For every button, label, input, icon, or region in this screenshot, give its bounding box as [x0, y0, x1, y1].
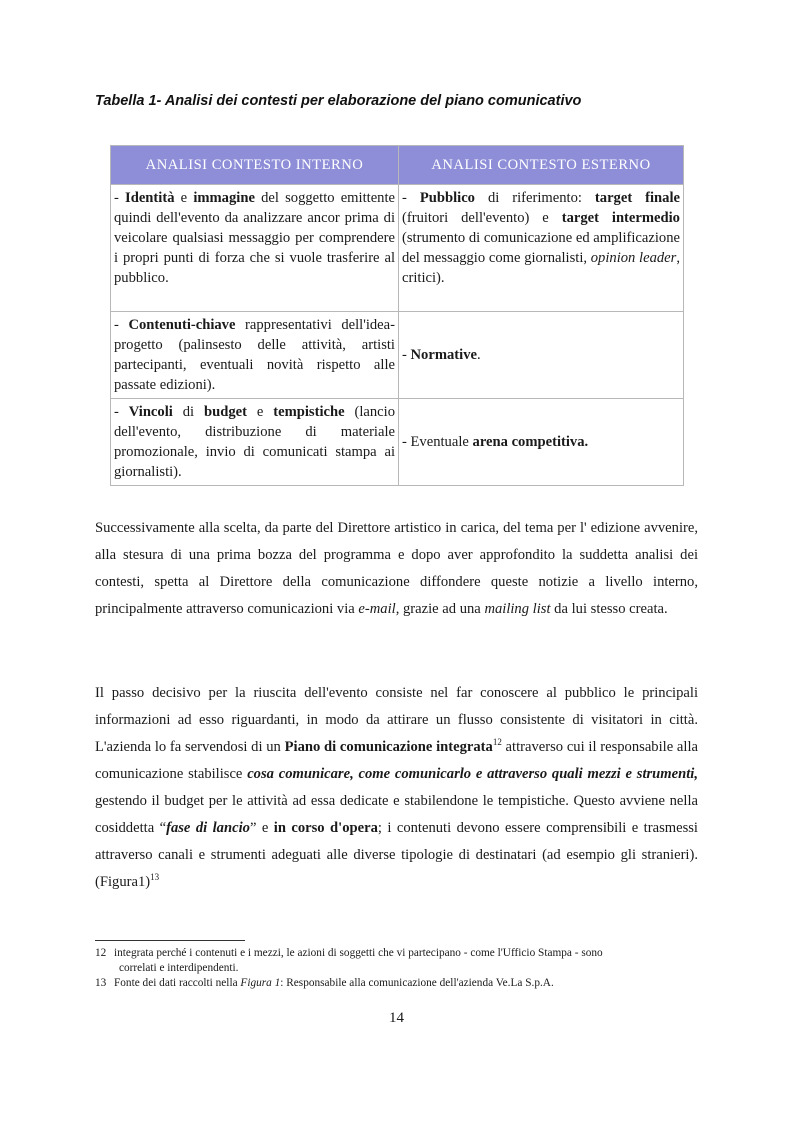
footnote-ref-12: 12 [492, 737, 502, 748]
cell-internal-constraints: - Vincoli di budget e tempistiche (lancio dell'evento, distribuzione di materiale promozionale, invio di comunicati stampa ai giornalisti). [111, 399, 399, 486]
table-row [111, 185, 684, 312]
body-paragraph-2: Il passo decisivo per la riuscita dell'evento consiste nel far conoscere al pubblico le principali informazioni ad esso riguardanti, in modo da attirare un flusso consistente di visitatori in città. L'azienda lo fa servendosi di un Piano di comunicazione integrata$^{12}$ attraverso cui il responsabile alla comunicazione stabilisce cosa comunicare, come comunicarlo e attraverso quali mezzi e strumenti, gestendo il budget per le attività ad essa dedicate e stabilendone le tempistiche. Questo avviene nella cosiddetta “fase di lancio” e in corso d'opera; i contenuti devono essere comprensibili e trasmessi attraverso canali e strumenti adeguati alle diverse tipologie di destinatari (ad esempio gli stranieri). (Figura1)$^{13}$ [95, 685, 698, 890]
footnote-ref-13: 13 [150, 872, 160, 883]
cell-external-arena: - Eventuale arena competitiva. [399, 399, 684, 486]
header-internal: ANALISI CONTESTO INTERNO [111, 146, 399, 185]
footnote-divider [95, 940, 245, 941]
context-analysis-table [110, 145, 684, 486]
cell-external-regulations: - Normative. [399, 312, 684, 399]
table-row [111, 399, 684, 486]
table-header-row [111, 146, 684, 185]
table-caption: Tabella 1- Analisi dei contesti per elaborazione del piano comunicativo [95, 93, 582, 109]
table-row [111, 312, 684, 399]
cell-internal-identity: - Identità e immagine del soggetto emittente quindi dell'evento da analizzare ancor prima di veicolare qualsiasi messaggio per comprendere i propri punti di forza che si vuole trasferire al pubblico. [111, 185, 399, 312]
header-external: ANALISI CONTESTO ESTERNO [399, 146, 684, 185]
page-number: 14 [389, 1010, 404, 1026]
footnote-13: 13 Fonte dei dati raccolti nella Figura 1: Responsabile alla comunicazione dell'azienda Ve.La S.p.A. [95, 977, 554, 989]
footnote-12: 12 integrata perché i contenuti e i mezzi, le azioni di soggetti che vi partecipano - come l'Ufficio Stampa - sono correlati e interdipendenti. [95, 947, 603, 974]
body-paragraph-1: Successivamente alla scelta, da parte del Direttore artistico in carica, del tema per l' edizione avvenire, alla stesura di una prima bozza del programma e dopo aver approfondito la suddetta analisi dei contesti, spetta al Direttore della comunicazione diffondere queste notizie a livello interno, principalmente attraverso comunicazioni via e-mail, grazie ad una mailing list da lui stesso creata. [95, 520, 698, 617]
cell-internal-contents: - Contenuti-chiave rappresentativi dell'idea-progetto (palinsesto delle attività, artisti partecipanti, eventuali novità rispetto alle passate edizioni). [111, 312, 399, 399]
cell-external-audience: - Pubblico di riferimento: target finale (fruitori dell'evento) e target intermedio (strumento di comunicazione ed amplificazione del messaggio come giornalisti, opinion leader, critici). [399, 185, 684, 312]
